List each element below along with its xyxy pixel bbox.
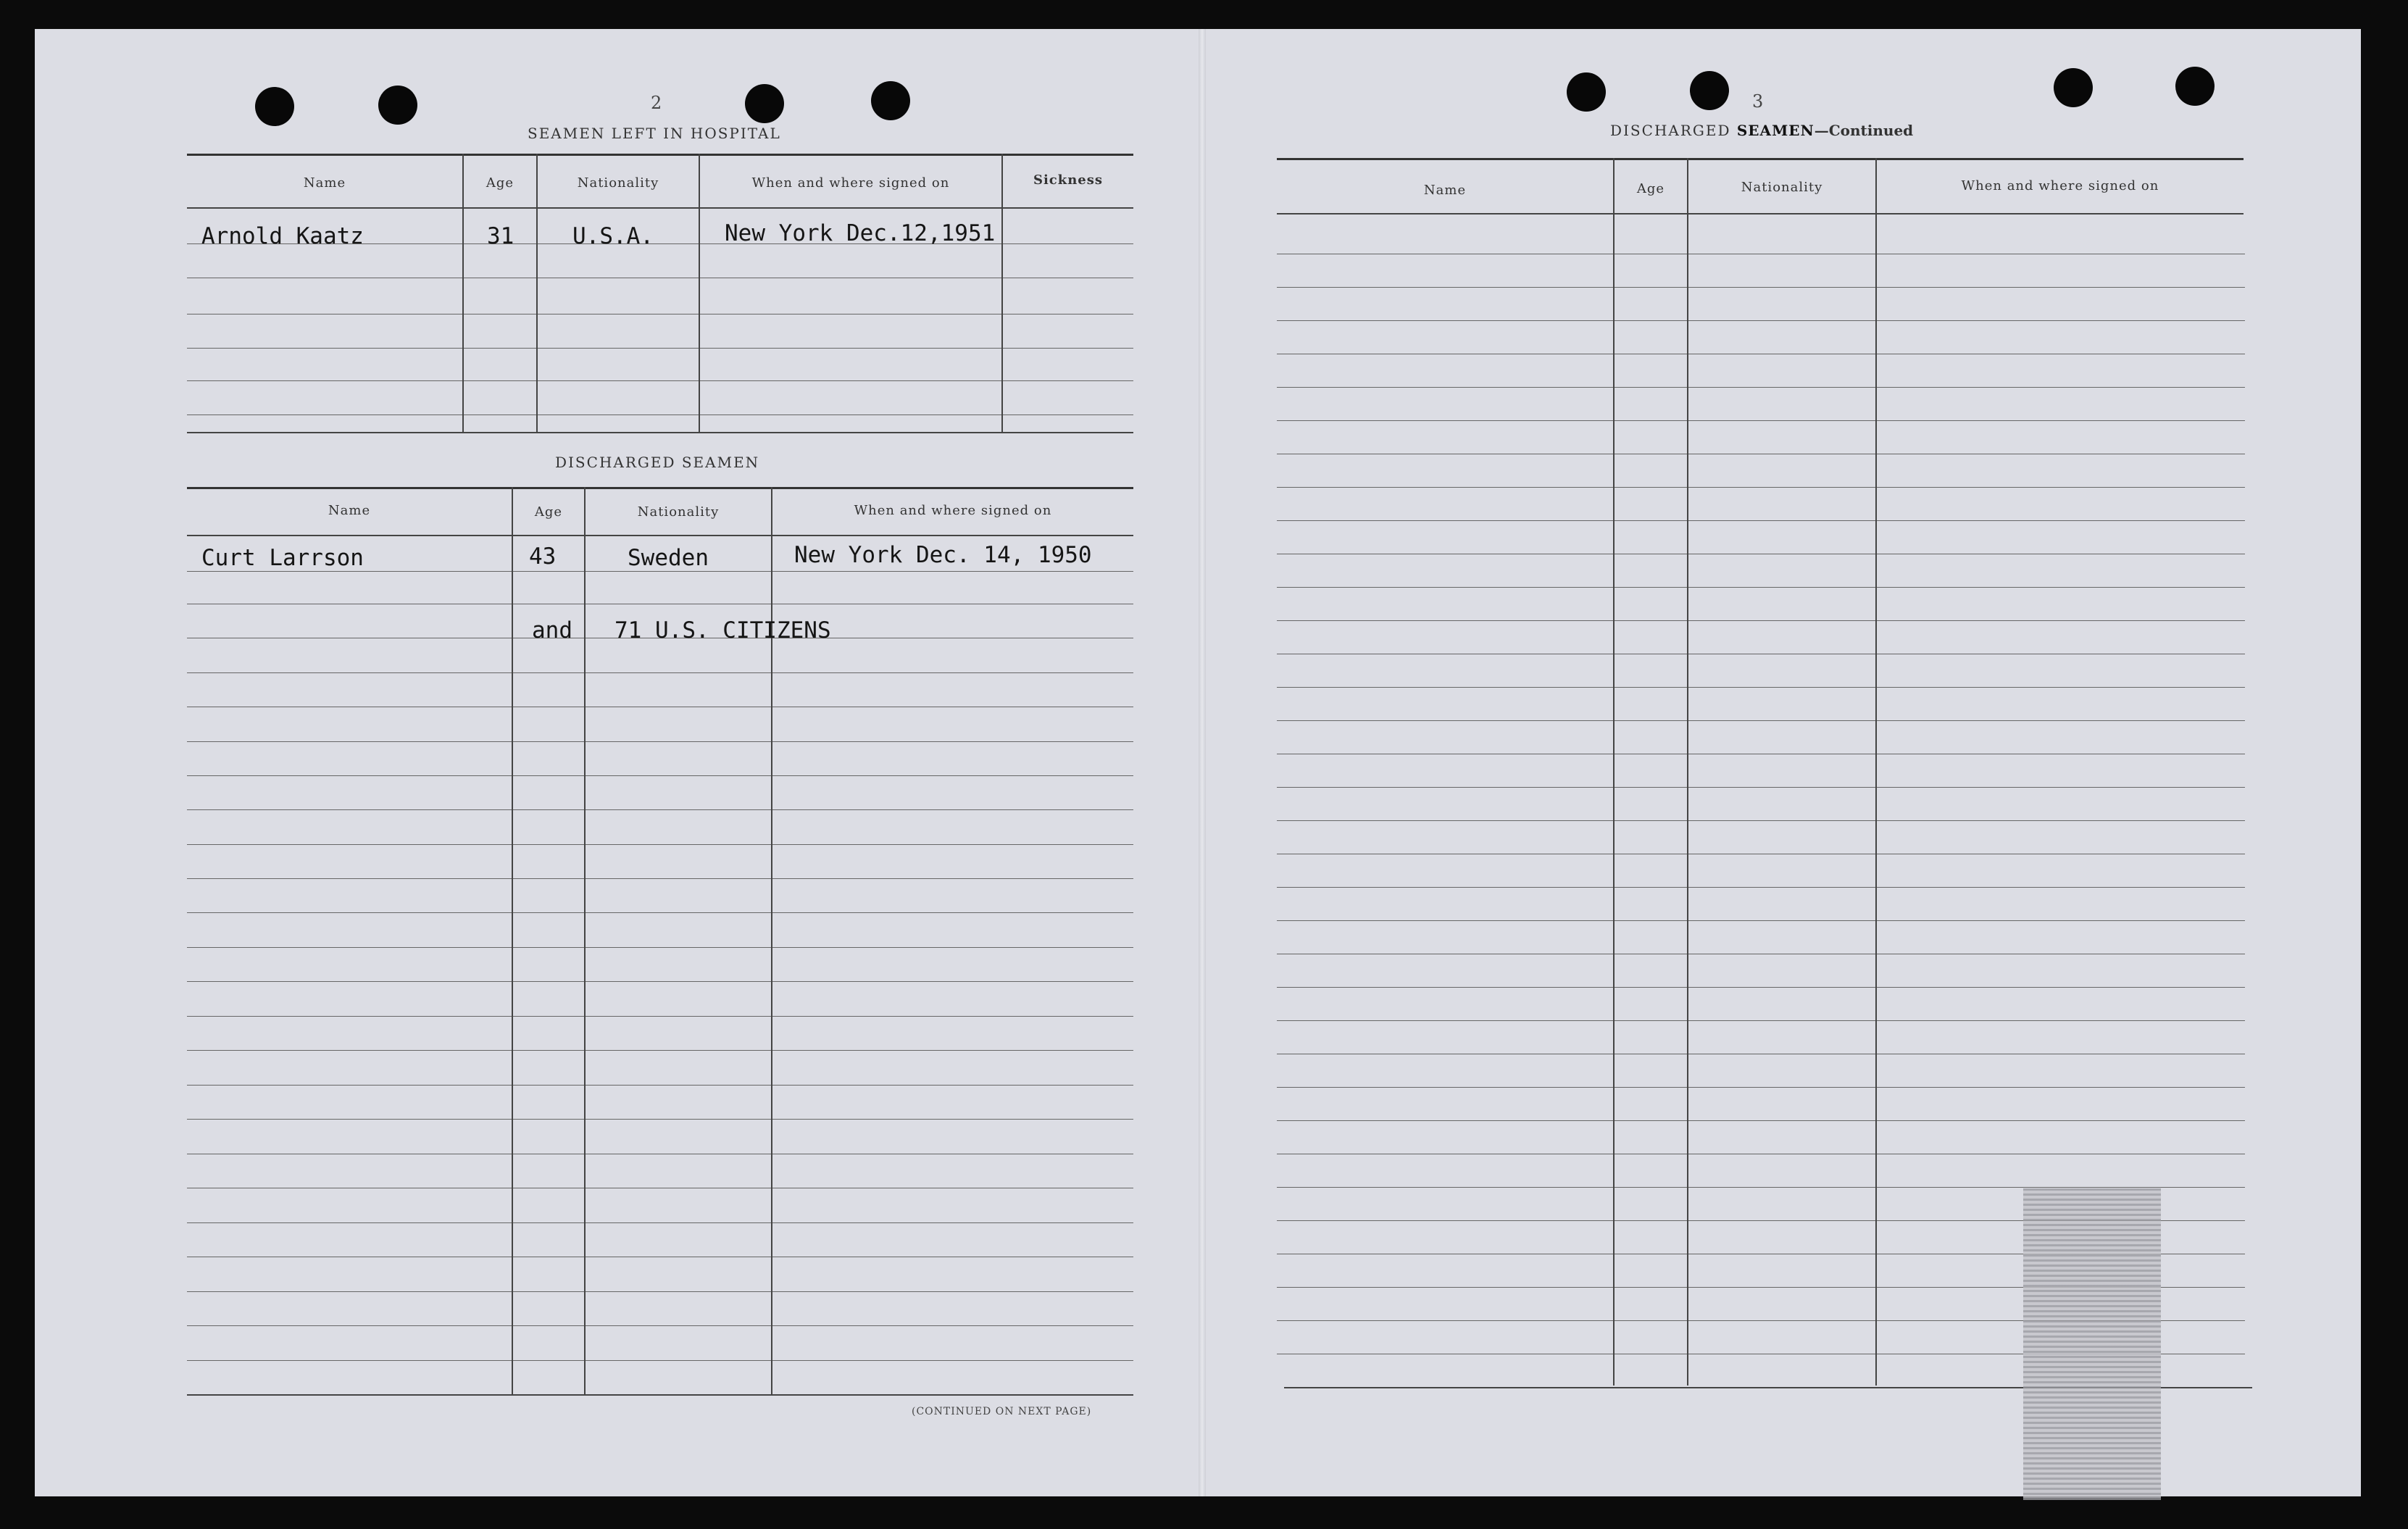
column-divider <box>1687 158 1688 1386</box>
table-rule <box>1277 720 2245 721</box>
table-rule <box>187 741 1133 742</box>
column-divider <box>1001 154 1003 433</box>
column-header-name: Name <box>303 175 346 191</box>
table-rule <box>1277 1187 2245 1188</box>
table-rule <box>1277 987 2245 988</box>
table-rule <box>187 1119 1133 1120</box>
table-rule <box>1277 1120 2245 1121</box>
table-rule <box>187 809 1133 810</box>
column-header-age: Age <box>534 504 563 520</box>
punch-hole <box>745 84 784 123</box>
table-rule <box>187 1325 1133 1326</box>
column-header-sickness: Sickness <box>1033 172 1104 188</box>
table-rule <box>1277 487 2245 488</box>
column-header-nationality: Nationality <box>577 175 659 191</box>
column-divider <box>1875 158 1877 1386</box>
hospital-name: Arnold Kaatz <box>201 223 364 249</box>
table-rule <box>1277 820 2245 821</box>
column-header-nationality: Nationality <box>1741 180 1823 195</box>
table-rule <box>187 981 1133 982</box>
table-rule <box>187 1050 1133 1051</box>
title-prefix: DISCHARGED <box>1610 122 1737 139</box>
table-rule <box>187 844 1133 845</box>
table-rule <box>1277 1087 2245 1088</box>
hospital-age: 31 <box>487 223 514 249</box>
table-header-rule <box>187 207 1133 209</box>
punch-hole <box>2175 67 2215 106</box>
table-rule <box>187 672 1133 673</box>
column-divider <box>699 154 700 433</box>
table-rule <box>187 1291 1133 1292</box>
continued-note: (CONTINUED ON NEXT PAGE) <box>912 1406 1092 1417</box>
table-rule <box>1277 620 2245 621</box>
column-divider <box>1613 158 1615 1386</box>
page-fold <box>1199 29 1206 1496</box>
column-header-signed-on: When and where signed on <box>751 175 950 191</box>
table-border <box>187 432 1133 433</box>
page-number: 3 <box>1752 91 1764 112</box>
punch-hole <box>1690 71 1729 110</box>
hospital-section-title: SEAMEN LEFT IN HOSPITAL <box>528 125 781 142</box>
table-rule <box>1277 387 2245 388</box>
right-page <box>1201 29 2361 1496</box>
column-divider <box>584 487 586 1396</box>
column-divider <box>462 154 464 433</box>
discharged-nationality: Sweden <box>628 545 709 571</box>
discharged-name: Curt Larrson <box>201 545 364 571</box>
table-header-rule <box>187 535 1133 536</box>
page-number: 2 <box>651 93 662 113</box>
table-border <box>187 1394 1133 1396</box>
column-divider <box>512 487 513 1396</box>
column-header-nationality: Nationality <box>637 504 720 520</box>
continued-section-title <box>1610 122 1913 139</box>
table-rule <box>1277 920 2245 921</box>
punch-hole <box>1567 72 1606 112</box>
column-header-signed-on: When and where signed on <box>854 503 1052 518</box>
table-rule <box>1277 587 2245 588</box>
table-border <box>187 154 1133 156</box>
table-rule <box>187 878 1133 879</box>
table-rule <box>187 380 1133 381</box>
table-rule <box>1277 420 2245 421</box>
hospital-signed-on: New York Dec.12,1951 <box>725 220 996 246</box>
title-suffix: —Continued <box>1814 122 1914 139</box>
smudge-mark <box>2023 1188 2161 1500</box>
table-rule <box>187 1085 1133 1086</box>
extra-note-citizens: 71 U.S. CITIZENS <box>615 617 831 643</box>
table-rule <box>187 348 1133 349</box>
column-header-age: Age <box>486 175 514 191</box>
table-rule <box>187 571 1133 572</box>
table-rule <box>1277 1020 2245 1021</box>
table-rule <box>187 414 1133 415</box>
table-rule <box>187 1016 1133 1017</box>
column-header-age: Age <box>1636 181 1665 196</box>
table-border <box>1277 158 2244 160</box>
hospital-nationality: U.S.A. <box>572 223 654 249</box>
table-header-rule <box>1277 213 2244 214</box>
table-rule <box>187 912 1133 913</box>
table-rule <box>187 947 1133 948</box>
punch-hole <box>871 81 910 120</box>
punch-hole <box>2054 68 2093 107</box>
table-rule <box>187 775 1133 776</box>
discharged-section-title: DISCHARGED SEAMEN <box>555 454 760 471</box>
extra-note-and: and <box>532 617 572 643</box>
column-header-name: Name <box>1423 183 1467 198</box>
table-border <box>187 487 1133 489</box>
table-rule <box>1277 320 2245 321</box>
punch-hole <box>378 86 417 125</box>
table-rule <box>1277 520 2245 521</box>
table-rule <box>1277 287 2245 288</box>
column-header-signed-on: When and where signed on <box>1961 178 2159 193</box>
column-header-name: Name <box>328 503 371 518</box>
title-main: SEAMEN <box>1736 122 1815 139</box>
column-divider <box>536 154 538 433</box>
discharged-age: 43 <box>529 543 557 570</box>
table-rule <box>187 1222 1133 1223</box>
table-rule <box>187 1360 1133 1361</box>
table-rule <box>1277 787 2245 788</box>
table-rule <box>1277 687 2245 688</box>
table-rule <box>1277 887 2245 888</box>
discharged-signed-on: New York Dec. 14, 1950 <box>794 542 1092 568</box>
punch-hole <box>255 87 294 126</box>
